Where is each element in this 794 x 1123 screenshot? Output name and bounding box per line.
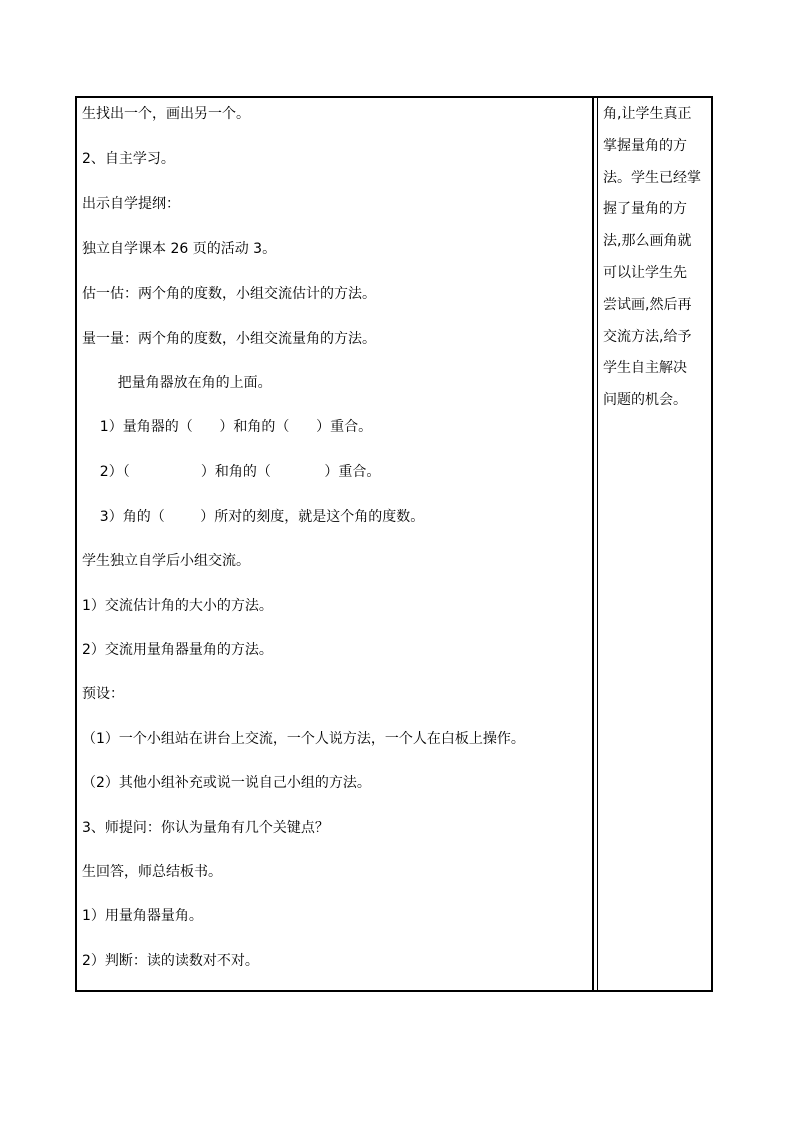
intent-line: 角,让学生真正 <box>603 106 692 122</box>
intent-line: 问题的机会。 <box>603 392 687 408</box>
process-line: 2）（ ）和角的（ ）重合。 <box>82 464 381 480</box>
intent-line: 学生自主解决 <box>603 360 687 376</box>
process-line: 估一估：两个角的度数，小组交流估计的方法。 <box>82 286 376 302</box>
intent-line: 握了量角的方 <box>603 201 687 217</box>
process-line: 预设： <box>82 686 124 702</box>
process-line: 1）交流估计角的大小的方法。 <box>82 598 273 614</box>
design-intent-column <box>599 98 711 990</box>
process-line: 2）交流用量角器量角的方法。 <box>82 642 273 658</box>
process-line: （1）一个小组站在讲台上交流，一个人说方法，一个人在白板上操作。 <box>82 731 525 747</box>
process-line: 独立自学课本 26 页的活动 3。 <box>82 241 277 257</box>
column-divider-inner <box>597 98 598 990</box>
column-divider <box>592 98 594 990</box>
lesson-table <box>75 96 713 992</box>
process-line: 出示自学提纲： <box>82 196 180 212</box>
process-line: 3）角的（ ）所对的刻度，就是这个角的度数。 <box>82 509 425 525</box>
intent-line: 法,那么画角就 <box>603 233 692 249</box>
process-line: 1）量角器的（ ）和角的（ ）重合。 <box>82 419 373 435</box>
intent-line: 尝试画,然后再 <box>603 297 692 313</box>
process-line: 生找出一个，画出另一个。 <box>82 106 250 122</box>
intent-line: 可以让学生先 <box>603 265 687 281</box>
lesson-process-column <box>82 98 590 990</box>
process-line: 学生独立自学后小组交流。 <box>82 553 250 569</box>
process-line: 2、自主学习。 <box>82 151 175 167</box>
process-line: 3、师提问：你认为量角有几个关键点？ <box>82 820 329 836</box>
process-line: 把量角器放在角的上面。 <box>82 375 272 391</box>
process-line: 量一量：两个角的度数，小组交流量角的方法。 <box>82 331 376 347</box>
intent-line: 法。学生已经掌 <box>603 170 701 186</box>
process-line: 1）用量角器量角。 <box>82 908 203 924</box>
intent-line: 掌握量角的方 <box>603 138 687 154</box>
process-line: 2）判断：读的读数对不对。 <box>82 953 259 969</box>
process-line: 生回答，师总结板书。 <box>82 864 222 880</box>
intent-line: 交流方法,给予 <box>603 329 692 345</box>
process-line: （2）其他小组补充或说一说自己小组的方法。 <box>82 775 371 791</box>
